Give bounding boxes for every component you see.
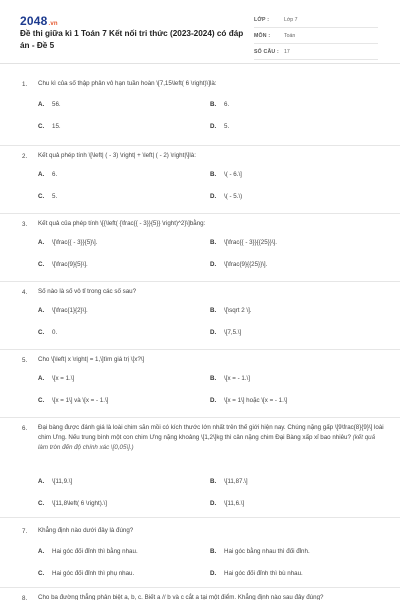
question-text: Số nào là số vô tỉ trong các số sau? bbox=[38, 288, 137, 295]
meta-label: MÔN : bbox=[254, 33, 271, 39]
option-b[interactable]: B. \[11,87.\] bbox=[210, 478, 248, 485]
option-d[interactable]: D. Hai góc đối đỉnh thì bù nhau. bbox=[210, 570, 303, 577]
meta-row-question-count bbox=[254, 46, 378, 60]
question-number: 4. bbox=[22, 289, 28, 296]
meta-value: Toán bbox=[284, 33, 296, 39]
question-number: 6. bbox=[22, 425, 28, 432]
option-b[interactable]: B. 6. bbox=[210, 101, 230, 108]
question-number: 7. bbox=[22, 528, 28, 535]
option-c[interactable]: C. 5. bbox=[38, 193, 58, 200]
question-text: Khẳng định nào dưới đây là đúng? bbox=[38, 527, 134, 534]
question-3 bbox=[0, 214, 400, 282]
meta-row-grade bbox=[254, 14, 378, 28]
question-text: Chu kì của số thập phân vô hạn tuần hoàn \[7,15\left( 6 \right)\]là: bbox=[38, 80, 217, 87]
question-number: 2. bbox=[22, 153, 28, 160]
question-text: Kết quả của phép tính \[{\left( {\frac{{ - 3}}{5}} \right)^2}\]bằng: bbox=[38, 220, 206, 227]
option-d[interactable]: D. \[11,6.\] bbox=[210, 500, 245, 507]
option-a[interactable]: A. \[11,9.\] bbox=[38, 478, 73, 485]
question-number: 8. bbox=[22, 595, 28, 600]
question-4 bbox=[0, 282, 400, 350]
option-a[interactable]: A. \[x = 1.\] bbox=[38, 375, 75, 382]
question-text: Kết quả phép tính \[\left| ( - 3) \right| + \left| ( - 2) \right|\]là: bbox=[38, 152, 196, 159]
option-b[interactable]: B. \[\frac{{ - 3}}{{25}}\]. bbox=[210, 239, 277, 246]
question-1 bbox=[0, 64, 400, 146]
option-c[interactable]: C. 0. bbox=[38, 329, 58, 336]
option-c[interactable]: C. \[\frac{9}{5}\]. bbox=[38, 261, 88, 268]
question-2 bbox=[0, 146, 400, 214]
option-d[interactable]: D. 5. bbox=[210, 123, 230, 130]
option-a[interactable]: A. Hai góc đối đỉnh thì bằng nhau. bbox=[38, 548, 138, 555]
question-number: 1. bbox=[22, 81, 28, 88]
option-c[interactable]: C. Hai góc đối đỉnh thì phụ nhau. bbox=[38, 570, 135, 577]
meta-row-subject bbox=[254, 30, 378, 44]
option-b[interactable]: B. \( - 6.\] bbox=[210, 171, 242, 178]
option-b[interactable]: B. \[x = - 1.\] bbox=[210, 375, 250, 382]
option-d[interactable]: D. \[\frac{9}{{25}}\]. bbox=[210, 261, 268, 268]
option-a[interactable]: A. \[\frac{{ - 3}}{5}\]. bbox=[38, 239, 98, 246]
option-b[interactable]: B. Hai góc bằng nhau thì đối đỉnh. bbox=[210, 548, 310, 555]
option-d[interactable]: D. \[x = 1\] hoặc \[x = - 1.\] bbox=[210, 397, 288, 404]
question-text: Cho ba đường thẳng phân biệt a, b, c. Biết a // b và c cắt a tại một điểm. Khẳng định nào sau đây đúng? bbox=[38, 594, 324, 600]
site-logo[interactable]: 2048.vn bbox=[20, 14, 58, 28]
question-number: 3. bbox=[22, 221, 28, 228]
rounding-hint: (kết quả làm tròn đến độ chính xác \[0,05\].) bbox=[38, 434, 376, 451]
option-a[interactable]: A. 6. bbox=[38, 171, 58, 178]
question-8 bbox=[0, 588, 400, 600]
document-header bbox=[0, 0, 400, 64]
option-c[interactable]: C. 15. bbox=[38, 123, 61, 130]
option-b[interactable]: B. \[\sqrt 2 \]. bbox=[210, 307, 252, 314]
question-text: Cho \[\left| x \right| = 1,\]tìm giá trị \[x?\] bbox=[38, 356, 145, 363]
option-c[interactable]: C. \[x = 1\] và \[x = - 1.\] bbox=[38, 397, 109, 404]
option-d[interactable]: D. \[7,5.\] bbox=[210, 329, 242, 336]
option-d[interactable]: D. \( - 5.\) bbox=[210, 193, 243, 200]
question-5 bbox=[0, 350, 400, 418]
question-text: Đại bàng được đánh giá là loài chim săn mồi có kích thước lớn nhất trên thế giới hiện nay. Chúng nặng gấp \[9\frac{8}{9}\] loài chim Ưng. Nếu trung bình một con chim Ưng nặng khoảng \[1,2\]kg thì cân nặng chim Đại Bàng xấp xỉ bao nhiêu? (kết quả làm tròn đến độ chính xác \[0,05\].) bbox=[38, 424, 384, 451]
meta-label: SỐ CÂU : bbox=[254, 49, 279, 55]
option-a[interactable]: A. \[\frac{1}{2}\]. bbox=[38, 307, 88, 314]
meta-label: LỚP : bbox=[254, 17, 270, 23]
option-a[interactable]: A. 56. bbox=[38, 101, 61, 108]
document-title: Đề thi giữa kì 1 Toán 7 Kết nối tri thức (2023-2024) có đáp án - Đề 5 bbox=[20, 29, 244, 50]
question-7 bbox=[0, 518, 400, 588]
meta-value: Lớp 7 bbox=[284, 17, 298, 23]
option-c[interactable]: C. \[11,8\left( 6 \right).\] bbox=[38, 500, 107, 507]
meta-panel bbox=[254, 14, 378, 62]
question-number: 5. bbox=[22, 357, 28, 364]
question-6 bbox=[0, 418, 400, 518]
meta-value: 17 bbox=[284, 49, 290, 55]
